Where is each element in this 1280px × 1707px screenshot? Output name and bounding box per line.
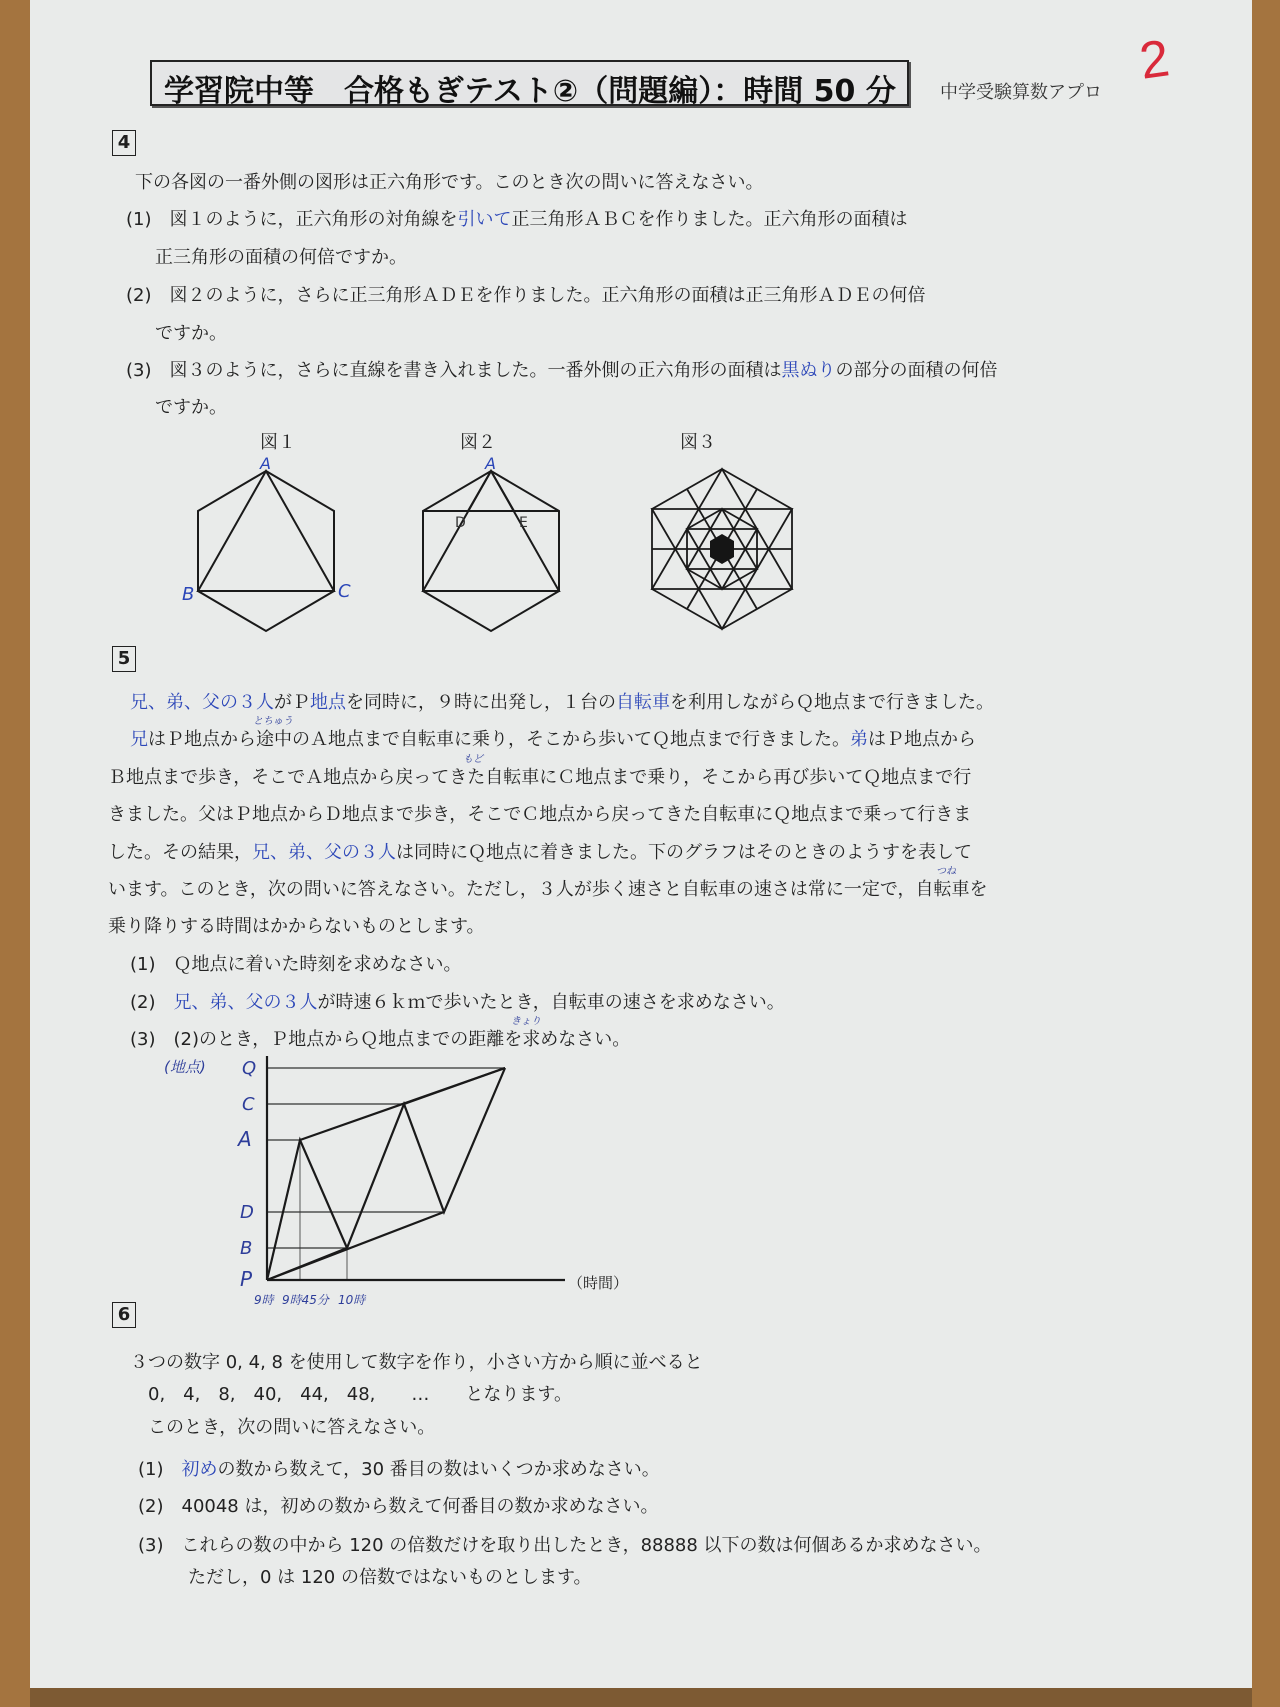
q4-part2: (2) 図２のように，さらに正三角形ＡＤＥを作りました。正六角形の面積は正三角形ＡＤＥの何倍 (126, 285, 926, 306)
question-number-6: 6 (112, 1302, 136, 1328)
triangle-abc (198, 471, 334, 591)
ruby-kyori: きょり (511, 1016, 541, 1027)
triangle-ade (468, 471, 514, 511)
fig2-vertex-a: A (485, 454, 496, 473)
fig2-vertex-e: E (519, 515, 528, 531)
title-box (150, 60, 909, 109)
x-label-9: 9時 (254, 1293, 274, 1307)
q5-line-6: います。このとき，次の問いに答えなさい。ただし，３人が歩く速さと自転車の速さは常に一定で，自転車を (108, 879, 988, 900)
brand-label: 中学受験算数アプロ (940, 82, 1102, 103)
q5-line-1: 兄、弟、父の３人がＰ地点を同時に，９時に出発し，１台の自転車を利用しながらＱ地点まで行きました。 (130, 692, 994, 713)
ruby-modo: もど (463, 754, 483, 765)
figure-3-label: 図３ (680, 432, 716, 453)
q5-part1: (1) Ｑ地点に着いた時刻を求めなさい。 (130, 954, 462, 975)
q5-line-3: Ｂ地点まで歩き，そこでＡ地点から戻ってきた自転車にＣ地点まで乗り，そこから再び歩いてＱ地点まで行 (108, 767, 972, 788)
q6-part2: (2) 40048 は，初めの数から数えて何番目の数か求めなさい。 (138, 1496, 659, 1517)
q5-line-7: 乗り降りする時間はかからないものとします。 (108, 916, 485, 937)
fig2-vertex-d: D (455, 515, 466, 531)
question-number-5: 5 (112, 646, 136, 672)
q6-part3: (3) これらの数の中から 120 の倍数だけを取り出したとき，88888 以下の数は何個あるか求めなさい。 (138, 1535, 992, 1556)
question-number-4: 4 (112, 130, 136, 156)
q4-part1: (1) 図１のように，正六角形の対角線を引いて正三角形ＡＢＣを作りました。正六角形の面積は (126, 209, 908, 230)
q6-intro: ３つの数字 0, 4, 8 を使用して数字を作り，小さい方から順に並べると (130, 1352, 703, 1373)
figure-3-diagram (650, 455, 810, 635)
figure-1-diagram (182, 454, 370, 635)
younger-brother-walk-2 (404, 1068, 505, 1104)
fig1-vertex-c: C (338, 581, 351, 602)
hexagon-outline (423, 471, 559, 631)
q5-part2: (2) 兄、弟、父の３人が時速６ｋｍで歩いたとき，自転車の速さを求めなさい。 (130, 992, 785, 1013)
q6-sequence: 0, 4, 8, 40, 44, 48, … となります。 (148, 1384, 572, 1405)
q6-part3-cont: ただし，0 は 120 の倍数ではないものとします。 (188, 1567, 592, 1588)
y-label-q: Q (242, 1058, 257, 1079)
x-label-945: 9時45分 (282, 1293, 329, 1307)
table-edge (30, 1688, 1252, 1707)
q4-part3: (3) 図３のように，さらに直線を書き入れました。一番外側の正六角形の面積は黒ぬりの部分の面積の何倍 (126, 360, 998, 381)
q6-part1: (1) 初めの数から数えて，30 番目の数はいくつか求めなさい。 (138, 1459, 660, 1480)
page-number-mark: 2 (1136, 29, 1173, 91)
figure-2-diagram (415, 455, 595, 635)
q4-intro: 下の各図の一番外側の図形は正六角形です。このとき次の問いに答えなさい。 (135, 172, 764, 193)
figure-1-label: 図１ (260, 432, 296, 453)
y-label-c: C (242, 1094, 255, 1115)
q5-distance-time-graph (120, 1048, 680, 1318)
y-axis-note: (地点) (164, 1058, 206, 1076)
q5-line-2: 兄はＰ地点から途中のＡ地点まで自転車に乗り，そこから歩いてＱ地点まで行きました。弟はＰ地点から (130, 729, 976, 750)
q4-part3-cont: ですか。 (155, 397, 227, 418)
father-walk (267, 1212, 444, 1280)
hexagon-outline (198, 471, 334, 631)
ruby-tsune: つね (936, 866, 956, 877)
y-label-p: P (240, 1267, 253, 1291)
q5-part3: (3) (2)のとき，Ｐ地点からＱ地点までの距離を求めなさい。 (130, 1029, 631, 1050)
fig1-vertex-b: B (182, 584, 195, 605)
page-title: 学習院中等 合格もぎテスト②（問題編）：時間 50 分 (164, 74, 896, 109)
x-axis-label: （時間） (568, 1274, 629, 1292)
figure-2-label: 図２ (460, 432, 496, 453)
x-label-10: 10時 (338, 1293, 366, 1307)
q6-ask: このとき，次の問いに答えなさい。 (148, 1417, 436, 1438)
fig1-vertex-a: A (260, 454, 271, 473)
y-label-d: D (240, 1202, 254, 1223)
q4-part2-cont: ですか。 (155, 323, 227, 344)
shaded-region (710, 534, 734, 564)
y-label-a: A (238, 1127, 252, 1151)
q5-line-4: きました。父はＰ地点からＤ地点まで歩き，そこでＣ地点から戻ってきた自転車にＱ地点まで乗って行きま (108, 804, 972, 825)
ruby-tochu: とちゅう (253, 716, 293, 727)
q4-part1-cont: 正三角形の面積の何倍ですか。 (155, 247, 407, 268)
q5-line-5: した。その結果，兄、弟、父の３人は同時にＱ地点に着きました。下のグラフはそのときのようすを表して (108, 842, 972, 863)
triangle-abc (423, 471, 559, 591)
y-label-b: B (240, 1238, 253, 1259)
exam-paper (30, 0, 1252, 1688)
